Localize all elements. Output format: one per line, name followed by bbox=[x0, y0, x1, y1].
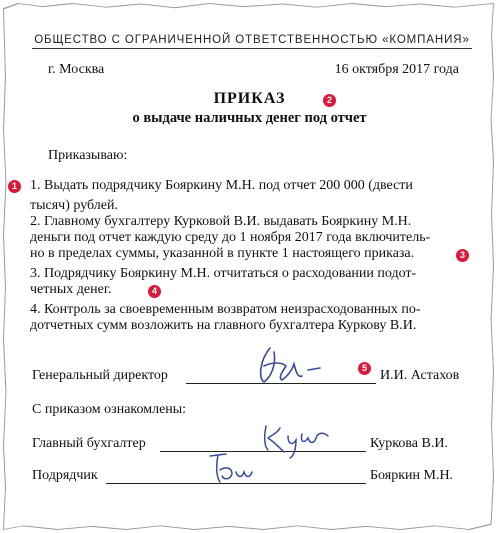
city: г. Москва bbox=[48, 62, 105, 77]
contractor-signature-image bbox=[204, 448, 264, 488]
marker-3: 3 bbox=[456, 249, 469, 262]
document-subtitle: о выдаче наличных денег под отчет bbox=[132, 110, 367, 126]
paragraph-4-line-1: 4. Контроль за своевременным возвратом неизрасходованных по- bbox=[30, 302, 421, 317]
paragraph-2-line-1: 2. Главному бухгалтеру Курковой В.И. выдавать Бояркину М.Н. bbox=[30, 214, 412, 229]
contractor-label: Подрядчик bbox=[32, 468, 98, 483]
marker-2: 2 bbox=[323, 94, 336, 107]
accountant-name: Куркова В.И. bbox=[370, 436, 448, 451]
marker-4: 4 bbox=[148, 285, 161, 298]
accountant-label: Главный бухгалтер bbox=[32, 436, 146, 451]
director-signature-image bbox=[252, 342, 332, 388]
accountant-signature-image bbox=[258, 418, 338, 458]
acquainted-label: С приказом ознакомлены: bbox=[32, 402, 187, 417]
director-label: Генеральный директор bbox=[32, 368, 168, 383]
paragraph-2-line-3: но в пределах суммы, указанной в пункте 1 настоящего приказа. bbox=[30, 246, 415, 261]
paragraph-2-line-2: деньги под отчет каждую среду до 1 ноября 2017 года включитель- bbox=[30, 230, 431, 245]
company-header: ОБЩЕСТВО С ОГРАНИЧЕННОЙ ОТВЕТСТВЕННОСТЬЮ «КОМПАНИЯ» bbox=[34, 34, 470, 46]
company-underline bbox=[32, 48, 472, 49]
paragraph-1-line-2: тысяч) рублей. bbox=[30, 198, 118, 213]
paragraph-4-line-2: дотчетных сумм возложить на главного бухгалтера Куркову В.И. bbox=[30, 318, 417, 333]
document-title: ПРИКАЗ bbox=[213, 90, 286, 107]
contractor-name: Бояркин М.Н. bbox=[370, 468, 454, 483]
document-date: 16 октября 2017 года bbox=[334, 62, 459, 77]
paragraph-1-line-1: 1. Выдать подрядчику Бояркину М.Н. под отчет 200 000 (двести bbox=[30, 178, 413, 193]
marker-1: 1 bbox=[8, 180, 21, 193]
paragraph-3-line-1: 3. Подрядчику Бояркину М.Н. отчитаться о расходовании подот- bbox=[30, 266, 417, 281]
paragraph-3-line-2: четных денег. bbox=[30, 282, 112, 297]
director-name: И.И. Астахов bbox=[380, 368, 460, 383]
marker-5: 5 bbox=[358, 362, 371, 375]
order-word: Приказываю: bbox=[48, 148, 128, 163]
